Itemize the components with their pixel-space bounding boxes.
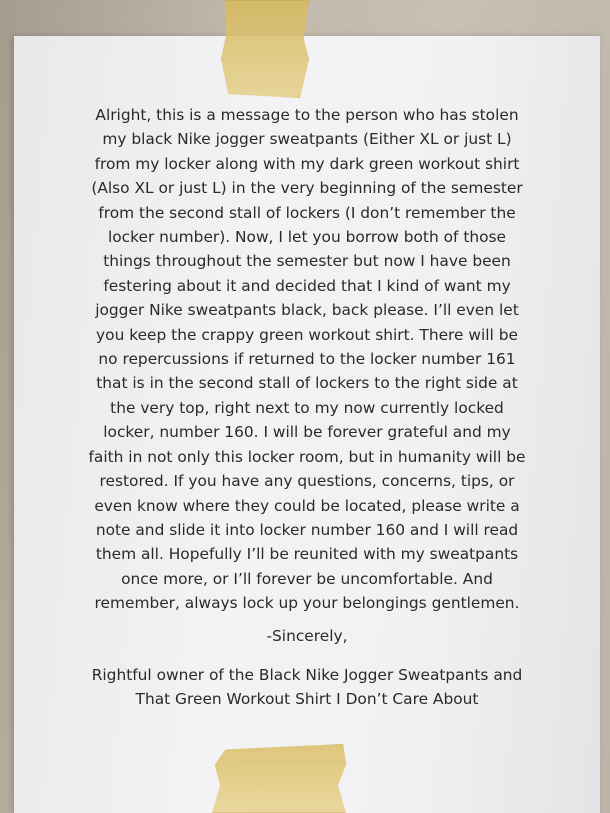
text-line: faith in not only this locker room, but in humanity will be (88, 447, 526, 466)
text-line: once more, or I’ll forever be uncomfortable. And (121, 569, 493, 588)
text-line: restored. If you have any questions, concerns, tips, or (99, 472, 515, 491)
text-line: That Green Workout Shirt I Don’t Care About (135, 690, 479, 709)
tape-bottom (212, 744, 346, 813)
letter-signature (56, 663, 558, 712)
text-line: from the second stall of lockers (I don’t remember the (98, 203, 516, 222)
text-line: note and slide it into locker number 160 and I will read (95, 520, 519, 539)
text-line: from my locker along with my dark green workout shirt (94, 154, 520, 173)
text-line: even know where they could be located, please write a (94, 496, 520, 515)
text-line: no repercussions if returned to the locker number 161 (98, 350, 516, 369)
text-line: locker number). Now, I let you borrow both of those (107, 228, 507, 247)
text-line: my black Nike jogger sweatpants (Either XL or just L) (102, 130, 512, 149)
text-line: festering about it and decided that I kind of want my (103, 276, 511, 295)
text-line: things throughout the semester but now I have been (103, 252, 511, 271)
text-line: them all. Hopefully I’ll be reunited with my sweatpants (95, 545, 519, 564)
text-line: you keep the crappy green workout shirt. There will be (96, 325, 518, 344)
text-line: jogger Nike sweatpants black, back please. I’ll even let (95, 301, 519, 320)
text-line: the very top, right next to my now currently locked (110, 398, 504, 417)
letter-body (56, 103, 558, 616)
text-line: Alright, this is a message to the person who has stolen (95, 106, 519, 124)
tape-top (221, 0, 309, 98)
text-line: that is in the second stall of lockers to the right side at (96, 374, 518, 393)
text-line: (Also XL or just L) in the very beginning of the semester (91, 179, 523, 198)
text-line: remember, always lock up your belongings gentlemen. (94, 594, 520, 613)
text-line: Rightful owner of the Black Nike Jogger Sweatpants and (91, 666, 523, 684)
letter-signoff: -Sincerely, (266, 627, 348, 645)
text-line: locker, number 160. I will be forever grateful and my (103, 423, 511, 442)
